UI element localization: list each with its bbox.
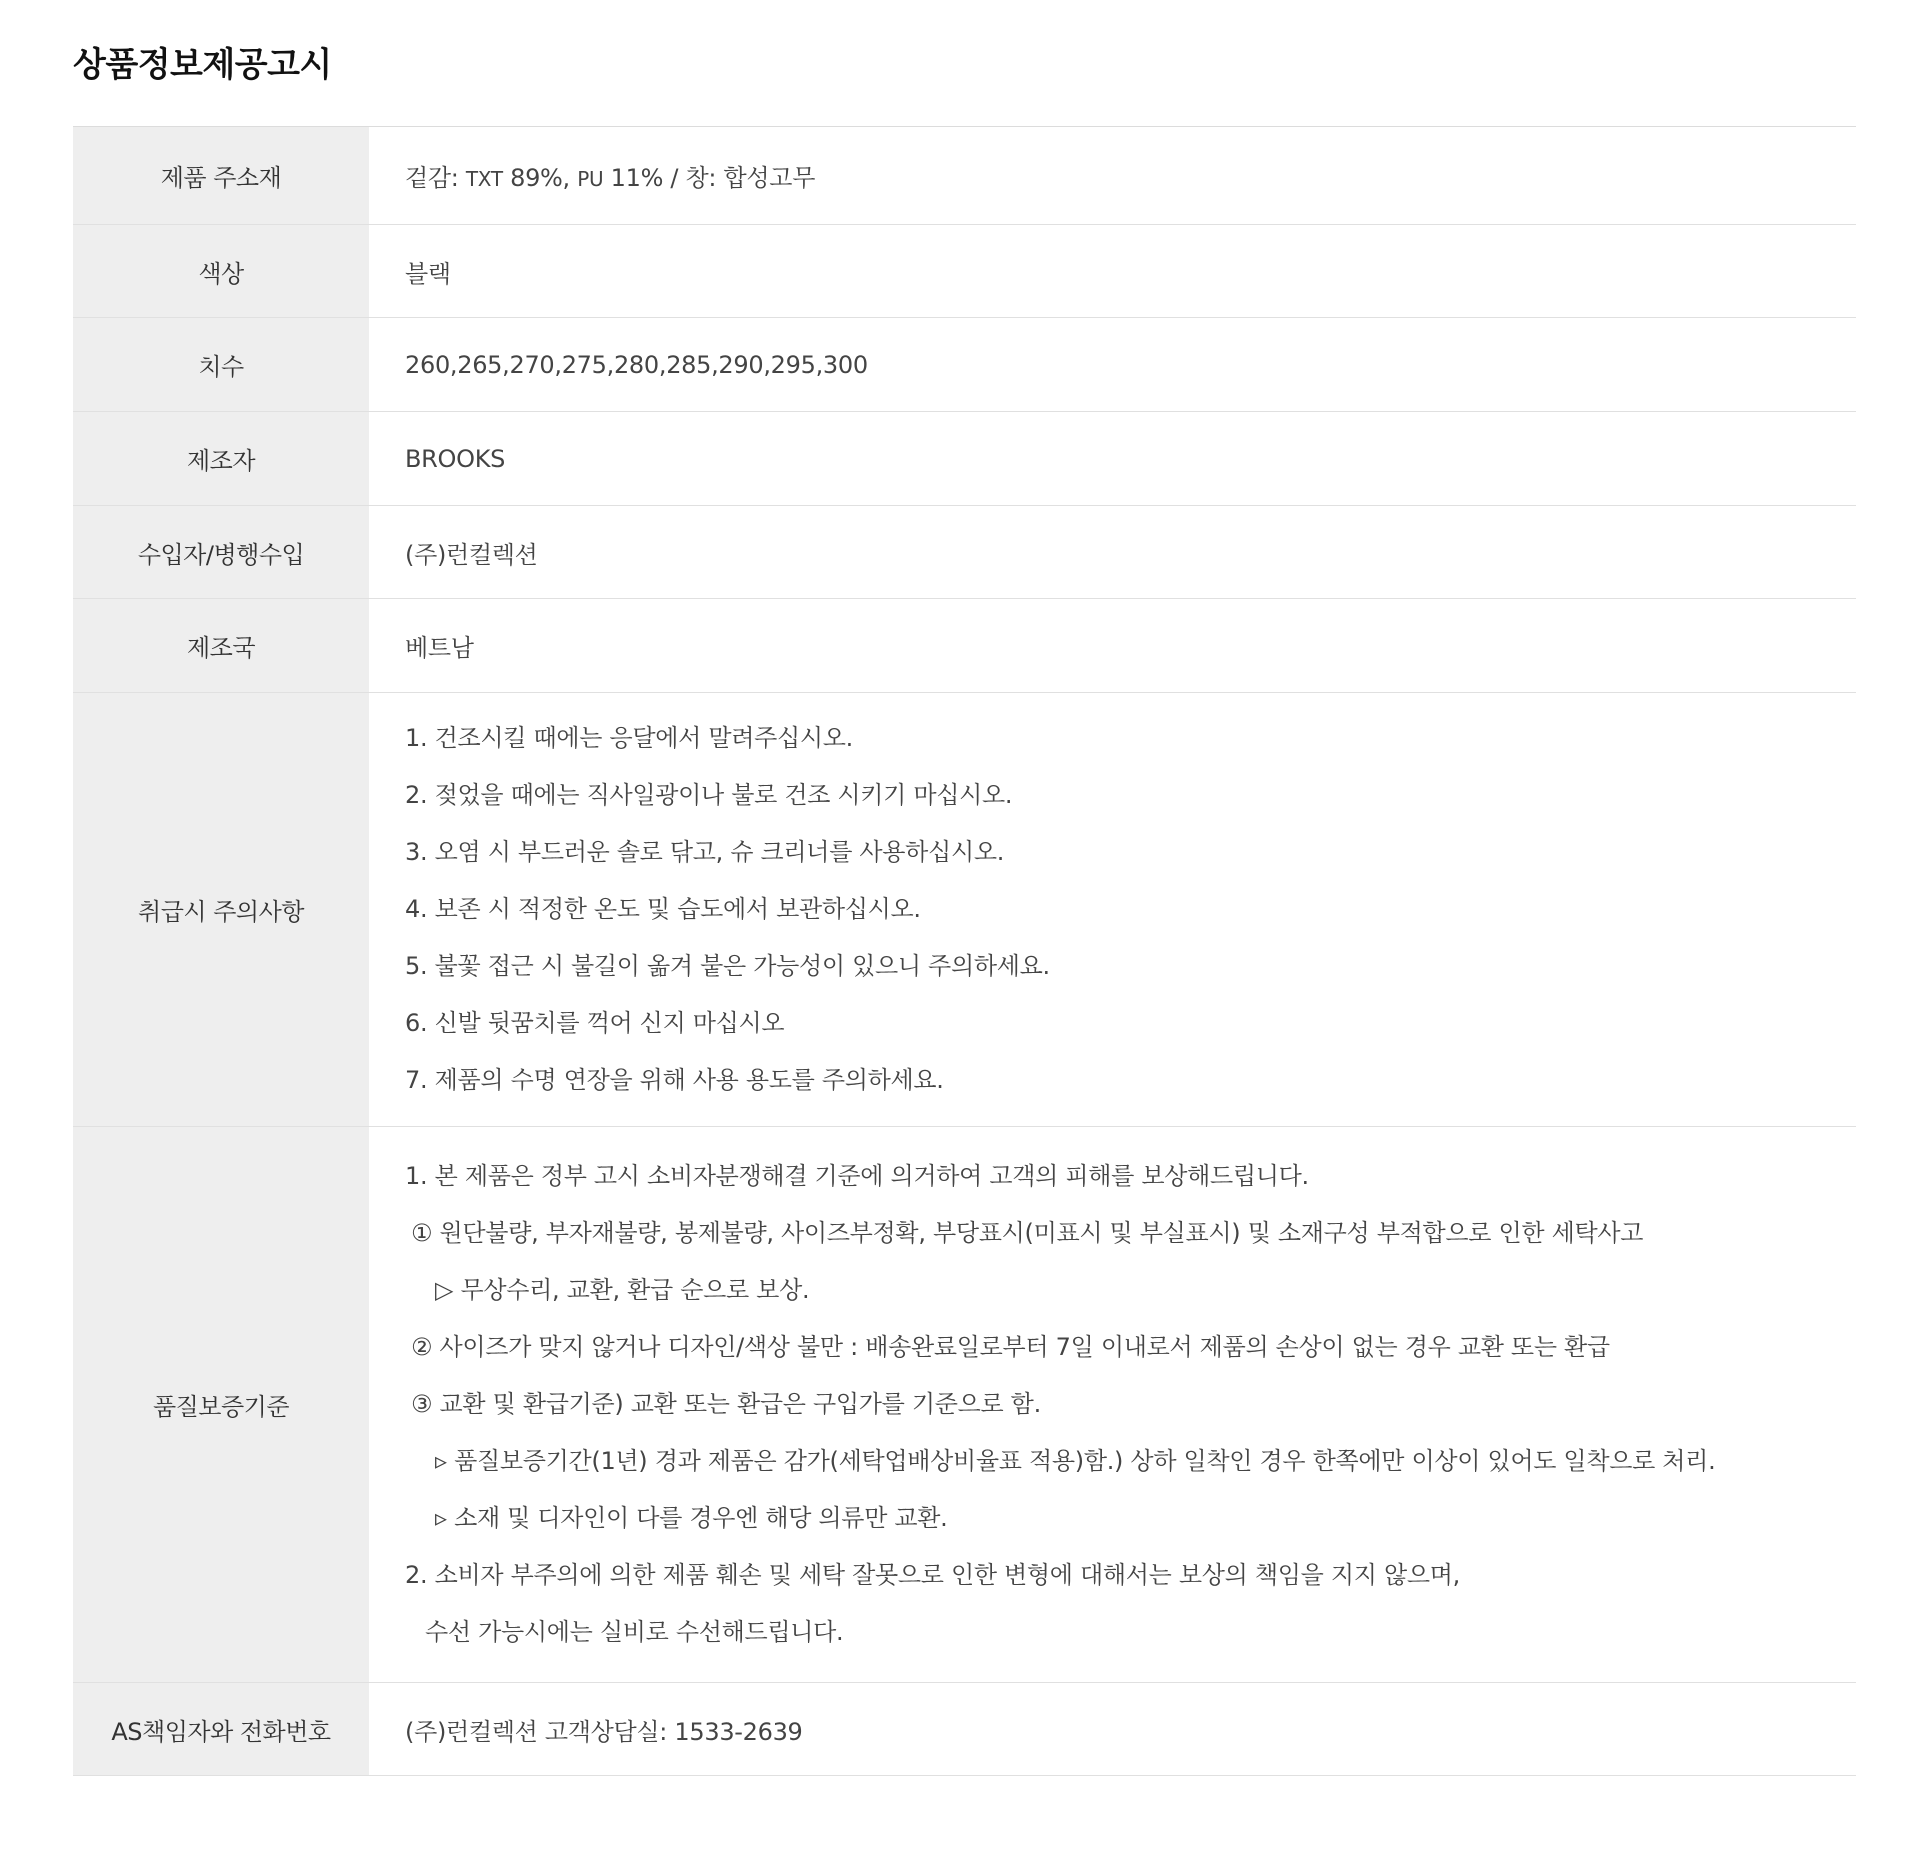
row-label-quality: 품질보증기준 <box>73 1127 369 1683</box>
table-row-as <box>73 1683 1856 1776</box>
material-text-3: 11% / 창: 합성고무 <box>603 164 816 192</box>
quality-line: 수선 가능시에는 실비로 수선해드립니다. <box>425 1618 844 1646</box>
table-row-quality <box>73 1127 1856 1683</box>
row-value-importer: (주)런컬렉션 <box>405 540 538 569</box>
table-row-care <box>73 693 1856 1127</box>
row-value-material <box>369 127 1856 225</box>
care-line: 4. 보존 시 적정한 온도 및 습도에서 보관하십시오. <box>405 895 921 923</box>
row-value-size: 260,265,270,275,280,285,290,295,300 <box>405 350 868 379</box>
table-row-manufacturer <box>73 412 1856 506</box>
table-row-importer <box>73 506 1856 599</box>
quality-line: 1. 본 제품은 정부 고시 소비자분쟁해결 기준에 의거하여 고객의 피해를 보상해드립니다. <box>405 1162 1309 1190</box>
table-row-origin <box>73 599 1856 693</box>
quality-line: ▹ 품질보증기간(1년) 경과 제품은 감가(세탁업배상비율표 적용)함.) 상하 일착인 경우 한쪽에만 이상이 있어도 일착으로 처리. <box>435 1447 1716 1475</box>
quality-line: 2. 소비자 부주의에 의한 제품 훼손 및 세탁 잘못으로 인한 변형에 대해서는 보상의 책임을 지지 않으며, <box>405 1561 1460 1589</box>
care-line: 3. 오염 시 부드러운 솔로 닦고, 슈 크리너를 사용하십시오. <box>405 838 1005 866</box>
material-text-pu: PU <box>577 167 604 191</box>
table-row-size <box>73 318 1856 412</box>
row-value-care <box>369 693 1856 1127</box>
material-text-txt: TXT <box>465 167 503 191</box>
care-line: 5. 불꽃 접근 시 불길이 옮겨 붙은 가능성이 있으니 주의하세요. <box>405 952 1050 980</box>
product-info-table <box>73 126 1856 1776</box>
row-label-origin: 제조국 <box>73 599 369 693</box>
row-label-manufacturer: 제조자 <box>73 412 369 506</box>
row-label-color: 색상 <box>73 225 369 318</box>
care-line: 7. 제품의 수명 연장을 위해 사용 용도를 주의하세요. <box>405 1066 944 1094</box>
table-row-color <box>73 225 1856 318</box>
row-value-origin: 베트남 <box>405 634 474 662</box>
quality-line: ▹ 소재 및 디자인이 다를 경우엔 해당 의류만 교환. <box>435 1504 948 1532</box>
row-label-size: 치수 <box>73 318 369 412</box>
material-text-1: 겉감: <box>405 164 466 192</box>
table-row-material <box>73 127 1856 225</box>
care-line: 2. 젖었을 때에는 직사일광이나 불로 건조 시키기 마십시오. <box>405 781 1013 809</box>
row-label-as: AS책임자와 전화번호 <box>73 1683 369 1776</box>
material-text-2: 89%, <box>502 164 578 192</box>
row-value-manufacturer: BROOKS <box>405 444 506 473</box>
row-value-as: (주)런컬렉션 고객상담실: 1533-2639 <box>405 1717 803 1746</box>
quality-line: ② 사이즈가 맞지 않거나 디자인/색상 불만 : 배송완료일로부터 7일 이내로서 제품의 손상이 없는 경우 교환 또는 환급 <box>411 1333 1610 1361</box>
care-line: 6. 신발 뒷꿈치를 꺽어 신지 마십시오 <box>405 1009 785 1037</box>
page-title: 상품정보제공고시 <box>73 45 332 85</box>
care-line: 1. 건조시킬 때에는 응달에서 말려주십시오. <box>405 724 853 752</box>
quality-line: ③ 교환 및 환급기준) 교환 또는 환급은 구입가를 기준으로 함. <box>411 1390 1041 1418</box>
row-value-color: 블랙 <box>405 259 451 288</box>
quality-line: ① 원단불량, 부자재불량, 봉제불량, 사이즈부정확, 부당표시(미표시 및 부실표시) 및 소재구성 부적합으로 인한 세탁사고 <box>411 1219 1644 1247</box>
quality-line: ▷ 무상수리, 교환, 환급 순으로 보상. <box>435 1276 810 1304</box>
row-value-quality <box>369 1127 1856 1683</box>
row-label-care: 취급시 주의사항 <box>73 693 369 1127</box>
row-label-importer: 수입자/병행수입 <box>73 506 369 599</box>
row-label-material: 제품 주소재 <box>73 127 369 225</box>
